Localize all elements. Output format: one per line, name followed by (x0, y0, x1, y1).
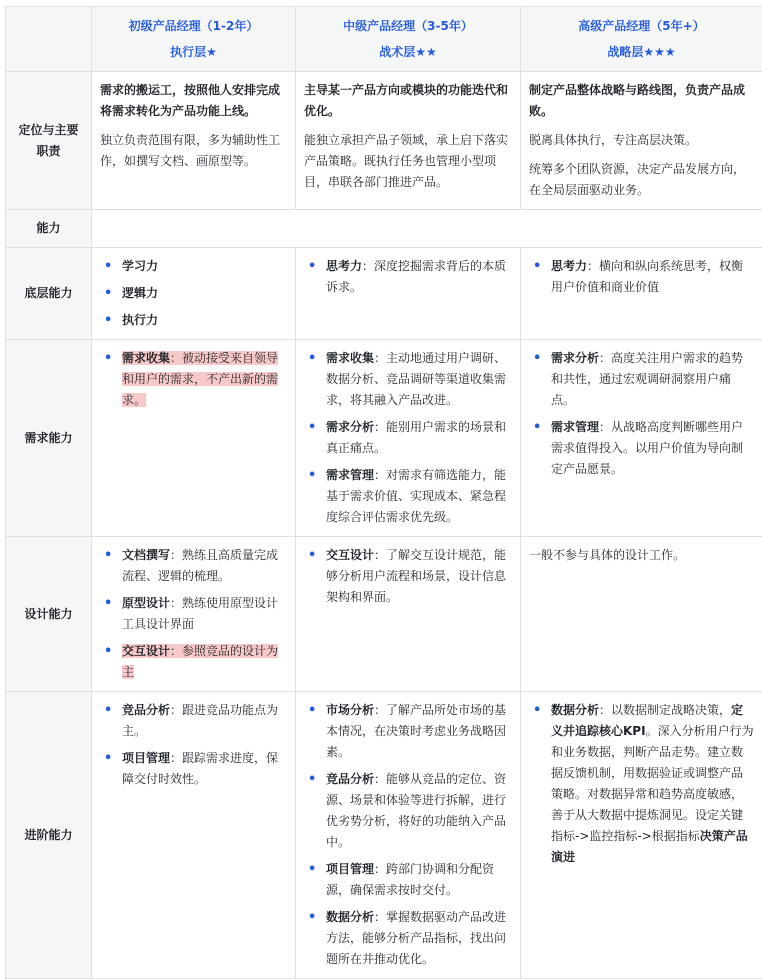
bullet-icon: • (308, 417, 316, 438)
row-label-text: 底层能力 (24, 286, 72, 300)
list-item (304, 859, 512, 901)
row-label-text: 定位与主要职责 (18, 123, 78, 158)
item-text (326, 862, 494, 897)
item-name: 数据分析 (551, 703, 599, 717)
list-item (100, 748, 287, 790)
design-senior-text: 一般不参与具体的设计工作。 (529, 545, 754, 566)
list-item (100, 310, 287, 331)
item-sep: ： (374, 420, 386, 434)
item-desc: 。深入分析用户行为和业务数据，判断产品走势。建立数据反馈机制，用数据验证或调整产品策略。对数据异常和趋势高度敏感，善于从大数据中提炼洞见。设定关键指标->监控指标->根据指标 (551, 724, 754, 843)
item-name: 需求管理 (551, 420, 599, 434)
header-senior-title: 高级产品经理（5年+） (527, 13, 756, 39)
list-item (100, 593, 287, 635)
bullet-list (529, 700, 754, 868)
role-row (6, 72, 762, 210)
item-name: 思考力 (326, 259, 362, 273)
bullet-icon: • (308, 348, 316, 369)
adv-row (6, 692, 762, 979)
item-desc: 能别用户需求的场景和真正痛点。 (326, 420, 506, 455)
item-text (326, 548, 506, 604)
role-junior-para: 独立负责范围有限，多为辅助性工作，如撰写文档、画原型等。 (100, 130, 287, 172)
row-label-role (6, 72, 92, 210)
row-label-text: 设计能力 (24, 607, 72, 621)
role-junior-cell (92, 72, 296, 210)
list-item (304, 348, 512, 411)
item-text (326, 468, 506, 524)
bullet-icon: • (308, 769, 316, 790)
req-senior-cell (521, 340, 762, 537)
row-label-adv (6, 692, 92, 979)
bullet-list (304, 700, 512, 970)
adv-mid-cell (296, 692, 521, 979)
item-text (326, 703, 506, 759)
row-label-text: 进阶能力 (24, 828, 72, 842)
item-sep: ： (374, 862, 386, 876)
bullet-list (304, 545, 512, 608)
bullet-icon: • (308, 859, 316, 880)
item-desc: 能够从竞品的定位、资源、场景和体验等进行拆解，进行优劣势分析，将好的功能纳入产品中。 (326, 772, 506, 849)
item-sep: ： (599, 703, 611, 717)
corner-cell (6, 7, 92, 72)
bullet-icon: • (104, 641, 112, 662)
item-name: 需求收集 (122, 351, 170, 365)
bullet-icon: • (308, 465, 316, 486)
row-label-design (6, 537, 92, 692)
item-name: 文档撰写 (122, 548, 170, 562)
item-sep: ： (374, 910, 386, 924)
item-text (122, 596, 278, 631)
list-item (529, 417, 754, 480)
highlighted-text (122, 351, 278, 407)
item-desc: 熟练且高质量完成流程、逻辑的梳理。 (122, 548, 278, 583)
list-item (100, 641, 287, 683)
bullet-icon: • (308, 700, 316, 721)
list-item (304, 700, 512, 763)
item-name: 需求分析 (551, 351, 599, 365)
design-mid-cell (296, 537, 521, 692)
item-desc: 被动接受来自领导和用户的需求，不产出新的需求。 (122, 351, 278, 407)
header-senior (521, 7, 762, 72)
adv-senior-cell (521, 692, 762, 979)
list-item (100, 256, 287, 277)
item-text (326, 259, 506, 294)
base-mid-cell (296, 248, 521, 340)
row-label-base (6, 248, 92, 340)
item-desc: 深度挖掘需求背后的本质诉求。 (326, 259, 506, 294)
item-emphasis: 决策产品演进 (551, 829, 748, 864)
item-sep: ： (374, 351, 386, 365)
item-desc: 掌握数据驱动产品改进方法，能够分析产品指标，找出问题所在并推动优化。 (326, 910, 506, 966)
item-text (122, 751, 278, 786)
item-sep: ： (374, 548, 386, 562)
role-mid-lead: 主导某一产品方向或模块的功能迭代和优化。 (304, 80, 512, 122)
item-desc: 参照竞品的设计为主 (122, 644, 278, 679)
bullet-icon: • (104, 310, 112, 331)
bullet-icon: • (104, 348, 112, 369)
item-desc: 高度关注用户需求的趋势和共性，通过宏观调研洞察用户痛点。 (551, 351, 743, 407)
item-name: 竞品分析 (122, 703, 170, 717)
ability-row (6, 210, 762, 248)
bullet-icon: • (308, 545, 316, 566)
item-name: 原型设计 (122, 596, 170, 610)
item-sep: ： (374, 703, 386, 717)
item-text (326, 910, 506, 966)
item-name: 需求分析 (326, 420, 374, 434)
list-item (100, 283, 287, 304)
item-sep: ： (587, 259, 599, 273)
row-label-ability (6, 210, 92, 248)
list-item (304, 545, 512, 608)
bullet-icon: • (104, 256, 112, 277)
item-text (122, 703, 278, 738)
item-desc: 从战略高度判断哪些用户需求值得投入。以用户价值为导向制定产品愿景。 (551, 420, 743, 476)
bullet-icon: • (533, 700, 541, 721)
bullet-list (304, 256, 512, 298)
ability-span-cell (92, 210, 762, 248)
header-senior-sub: 战略层★★★ (527, 39, 756, 65)
bullet-list (304, 348, 512, 528)
list-item (529, 256, 754, 298)
item-text (326, 772, 506, 849)
item-desc: 主动地通过用户调研、数据分析、竞品调研等渠道收集需求，将其融入产品改进。 (326, 351, 506, 407)
list-item (304, 256, 512, 298)
bullet-list (529, 256, 754, 298)
item-desc: 熟练使用原型设计工具设计界面 (122, 596, 278, 631)
list-item (304, 465, 512, 528)
bullet-list (529, 348, 754, 480)
item-sep: ： (170, 644, 182, 658)
item-name: 交互设计 (122, 644, 170, 658)
item-emphasis: 定义并追踪核心KPI (551, 703, 743, 738)
list-item (304, 769, 512, 853)
bullet-icon: • (533, 256, 541, 277)
role-mid-cell (296, 72, 521, 210)
item-sep: ： (170, 351, 182, 365)
bullet-icon: • (308, 256, 316, 277)
req-mid-cell (296, 340, 521, 537)
item-desc: 跟进竞品功能点为主。 (122, 703, 278, 738)
role-senior-lead: 制定产品整体战略与路线图，负责产品成败。 (529, 80, 754, 122)
item-desc: 跟踪需求进度，保障交付时效性。 (122, 751, 278, 786)
item-name: 交互设计 (326, 548, 374, 562)
career-table (5, 6, 762, 979)
bullet-list (100, 348, 287, 411)
req-row (6, 340, 762, 537)
item-name: 竞品分析 (326, 772, 374, 786)
item-text (551, 259, 743, 294)
item-name: 项目管理 (122, 751, 170, 765)
role-senior-cell (521, 72, 762, 210)
item-desc: 了解交互设计规范，能够分析用户流程和场景，设计信息架构和界面。 (326, 548, 506, 604)
role-junior-lead: 需求的搬运工，按照他人安排完成将需求转化为产品功能上线。 (100, 80, 287, 122)
bullet-icon: • (308, 907, 316, 928)
header-junior (92, 7, 296, 72)
list-item (100, 348, 287, 411)
base-junior-cell (92, 248, 296, 340)
item-sep: ： (170, 751, 182, 765)
item-name: 市场分析 (326, 703, 374, 717)
item-sep: ： (374, 772, 386, 786)
list-item (529, 700, 754, 868)
item-sep: ： (170, 596, 182, 610)
item-sep: ： (170, 703, 182, 717)
base-row (6, 248, 762, 340)
highlighted-text (122, 644, 278, 679)
item-text (122, 548, 278, 583)
header-row (6, 7, 762, 72)
item-text (551, 420, 743, 476)
req-junior-cell (92, 340, 296, 537)
item-name: 项目管理 (326, 862, 374, 876)
bullet-list (100, 700, 287, 790)
item-name: 需求收集 (326, 351, 374, 365)
list-item (100, 545, 287, 587)
design-row (6, 537, 762, 692)
list-item (529, 348, 754, 411)
role-senior-para: 脱离具体执行，专注高层决策。 (529, 130, 754, 151)
item-text (551, 351, 743, 407)
list-item (304, 417, 512, 459)
item-sep: ： (170, 548, 182, 562)
header-mid-title: 中级产品经理（3-5年） (302, 13, 514, 39)
item-desc: 了解产品所处市场的基本情况，在决策时考虑业务战略因素。 (326, 703, 506, 759)
list-item (100, 700, 287, 742)
item-name: 数据分析 (326, 910, 374, 924)
adv-junior-cell (92, 692, 296, 979)
item-sep: ： (599, 420, 611, 434)
role-mid-para: 能独立承担产品子领域，承上启下落实产品策略。既执行任务也管理小型项目，串联各部门推进产品。 (304, 130, 512, 193)
base-senior-cell (521, 248, 762, 340)
bullet-list (100, 545, 287, 683)
item-name: 思考力 (551, 259, 587, 273)
item-sep: ： (362, 259, 374, 273)
bullet-icon: • (104, 748, 112, 769)
row-label-text: 需求能力 (24, 431, 72, 445)
bullet-list (100, 256, 287, 331)
design-senior-cell (521, 537, 762, 692)
header-junior-title: 初级产品经理（1-2年） (98, 13, 289, 39)
item-name: 逻辑力 (122, 286, 158, 300)
header-mid-sub: 战术层★★ (302, 39, 514, 65)
item-text (326, 351, 506, 407)
item-text (326, 420, 506, 455)
item-name: 执行力 (122, 313, 158, 327)
bullet-icon: • (533, 348, 541, 369)
bullet-icon: • (104, 545, 112, 566)
list-item (304, 907, 512, 970)
header-mid (296, 7, 521, 72)
item-name: 需求管理 (326, 468, 374, 482)
item-desc: 横向和纵向系统思考，权衡用户价值和商业价值 (551, 259, 743, 294)
bullet-icon: • (104, 700, 112, 721)
bullet-icon: • (533, 417, 541, 438)
item-name: 学习力 (122, 259, 158, 273)
item-sep: ： (374, 468, 386, 482)
row-label-text: 能力 (36, 221, 60, 235)
bullet-icon: • (104, 593, 112, 614)
item-sep: ： (599, 351, 611, 365)
item-desc: 以数据制定战略决策， (611, 703, 731, 717)
role-senior-para: 统筹多个团队资源，决定产品发展方向，在全局层面驱动业务。 (529, 159, 754, 201)
item-desc: 跨部门协调和分配资源，确保需求按时交付。 (326, 862, 494, 897)
design-junior-cell (92, 537, 296, 692)
item-desc: 对需求有筛选能力，能基于需求价值、实现成本、紧急程度综合评估需求优先级。 (326, 468, 506, 524)
header-junior-sub: 执行层★ (98, 39, 289, 65)
bullet-icon: • (104, 283, 112, 304)
row-label-req (6, 340, 92, 537)
